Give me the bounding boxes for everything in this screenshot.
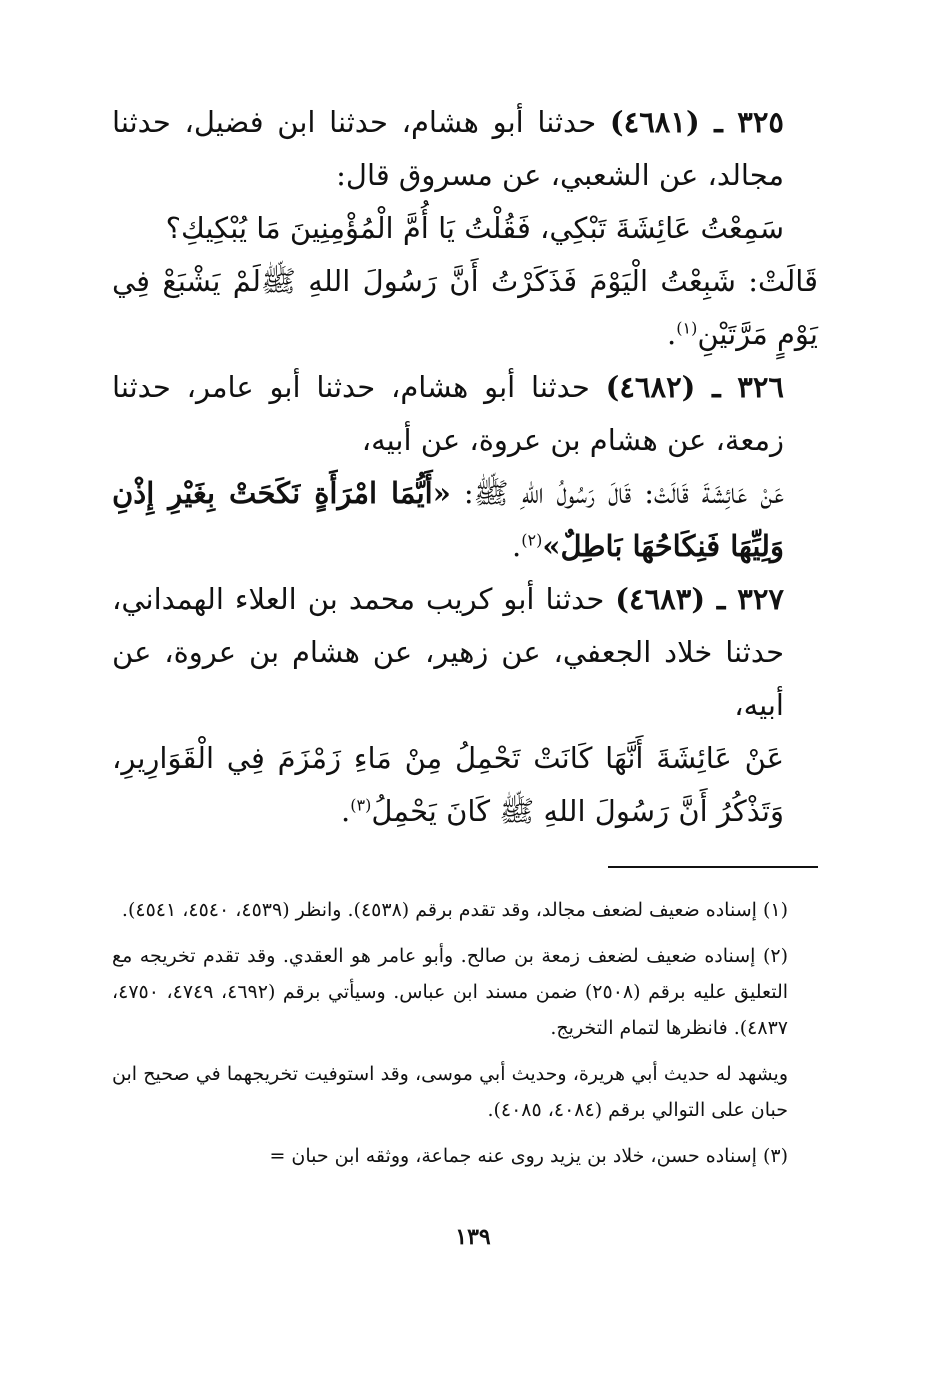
footnote-divider bbox=[608, 866, 818, 868]
isnad-text: حدثنا أبو هشام، حدثنا ابن فضيل، حدثنا مجالد، عن الشعبي، عن مسروق قال: bbox=[112, 105, 784, 192]
hadith-isnad bbox=[112, 96, 818, 202]
footnote-ref[interactable]: (٣) bbox=[350, 795, 372, 815]
footnote-3: (٣) إسناده حسن، خلاد بن يزيد روى عنه جماعة، ووثقه ابن حبان = bbox=[269, 1145, 788, 1167]
hadith-isnad bbox=[112, 361, 818, 467]
hadith-matn bbox=[112, 732, 818, 838]
sentence-end: . bbox=[667, 317, 677, 351]
main-text bbox=[112, 96, 818, 838]
footnote-ref[interactable]: (١) bbox=[676, 318, 698, 338]
matn-intro: عَنْ عَائِشَةَ قَالَتْ: قَالَ رَسُولُ اللهِ ﷺ: bbox=[463, 476, 785, 510]
footnote-2: (٢) إسناده ضعيف لضعف زمعة بن صالح. وأبو عامر هو العقدي. وقد تقدم تخريجه مع التعليق عليه برقم (٢٥٠٨) ضمن مسند ابن عباس. وسيأتي برقم (٤٦٩٢، ٤٧٤٩، ٤٧٥٠، ٤٨٣٧). فانظرها لتمام التخريج. bbox=[112, 945, 789, 1039]
hadith-number: ٣٢٧ ـ (٤٦٨٣) bbox=[615, 582, 784, 616]
sentence-end: . bbox=[341, 794, 351, 828]
isnad-text: حدثنا أبو كريب محمد بن العلاء الهمداني، حدثنا خلاد الجعفي، عن زهير، عن هشام بن عروة، عن أبيه، bbox=[112, 582, 784, 722]
hadith-matn bbox=[112, 255, 818, 361]
page-body bbox=[112, 96, 818, 1184]
isnad-text: حدثنا أبو هشام، حدثنا أبو عامر، حدثنا زمعة، عن هشام بن عروة، عن أبيه، bbox=[112, 370, 784, 457]
footnote-1: (١) إسناده ضعيف لضعف مجالد، وقد تقدم برقم (٤٥٣٨). وانظر (٤٥٣٩، ٤٥٤٠، ٤٥٤١). bbox=[121, 899, 788, 921]
matn-text: عَنْ عَائِشَةَ أَنَّهَا كَانَتْ تَحْمِلُ مِنْ مَاءِ زَمْزَمَ فِي الْقَوَارِيرِ، وَتَذْكُرُ أَنَّ رَسُولَ اللهِ ﷺ كَانَ يَحْمِلُ bbox=[112, 741, 784, 828]
footnote-2-continued: ويشهد له حديث أبي هريرة، وحديث أبي موسى، وقد استوفيت تخريجهما في صحيح ابن حبان على التوالي برقم (٤٠٨٤، ٤٠٨٥). bbox=[112, 1063, 788, 1121]
page-number: ١٣٩ bbox=[455, 1224, 491, 1250]
footnotes bbox=[112, 892, 818, 1174]
hadith-matn bbox=[112, 467, 818, 573]
sentence-end: . bbox=[512, 529, 522, 563]
hadith-number: ٣٢٦ ـ (٤٦٨٢) bbox=[605, 370, 784, 404]
hadith-matn bbox=[112, 202, 818, 255]
hadith-number: ٣٢٥ ـ (٤٦٨١) bbox=[609, 105, 784, 139]
matn-line: قَالَتْ: شَبِعْتُ الْيَوْمَ فَذَكَرْتُ أَنَّ رَسُولَ اللهِ ﷺلَمْ يَشْبَعْ فِي يَوْمٍ مَرَّتَيْنِ bbox=[112, 264, 818, 351]
prophetic-quote: «أَيُّمَا امْرَأَةٍ نَكَحَتْ بِغَيْرِ إِذْنِ وَلِيِّهَا فَنِكَاحُهَا بَاطِلٌ» bbox=[112, 476, 784, 563]
hadith-isnad bbox=[112, 573, 818, 732]
footnote-ref[interactable]: (٢) bbox=[521, 530, 543, 550]
matn-line: سَمِعْتُ عَائِشَةَ تَبْكِي، فَقُلْتُ يَا أُمَّ الْمُؤْمِنِينَ مَا يُبْكِيكِ؟ bbox=[165, 211, 784, 245]
